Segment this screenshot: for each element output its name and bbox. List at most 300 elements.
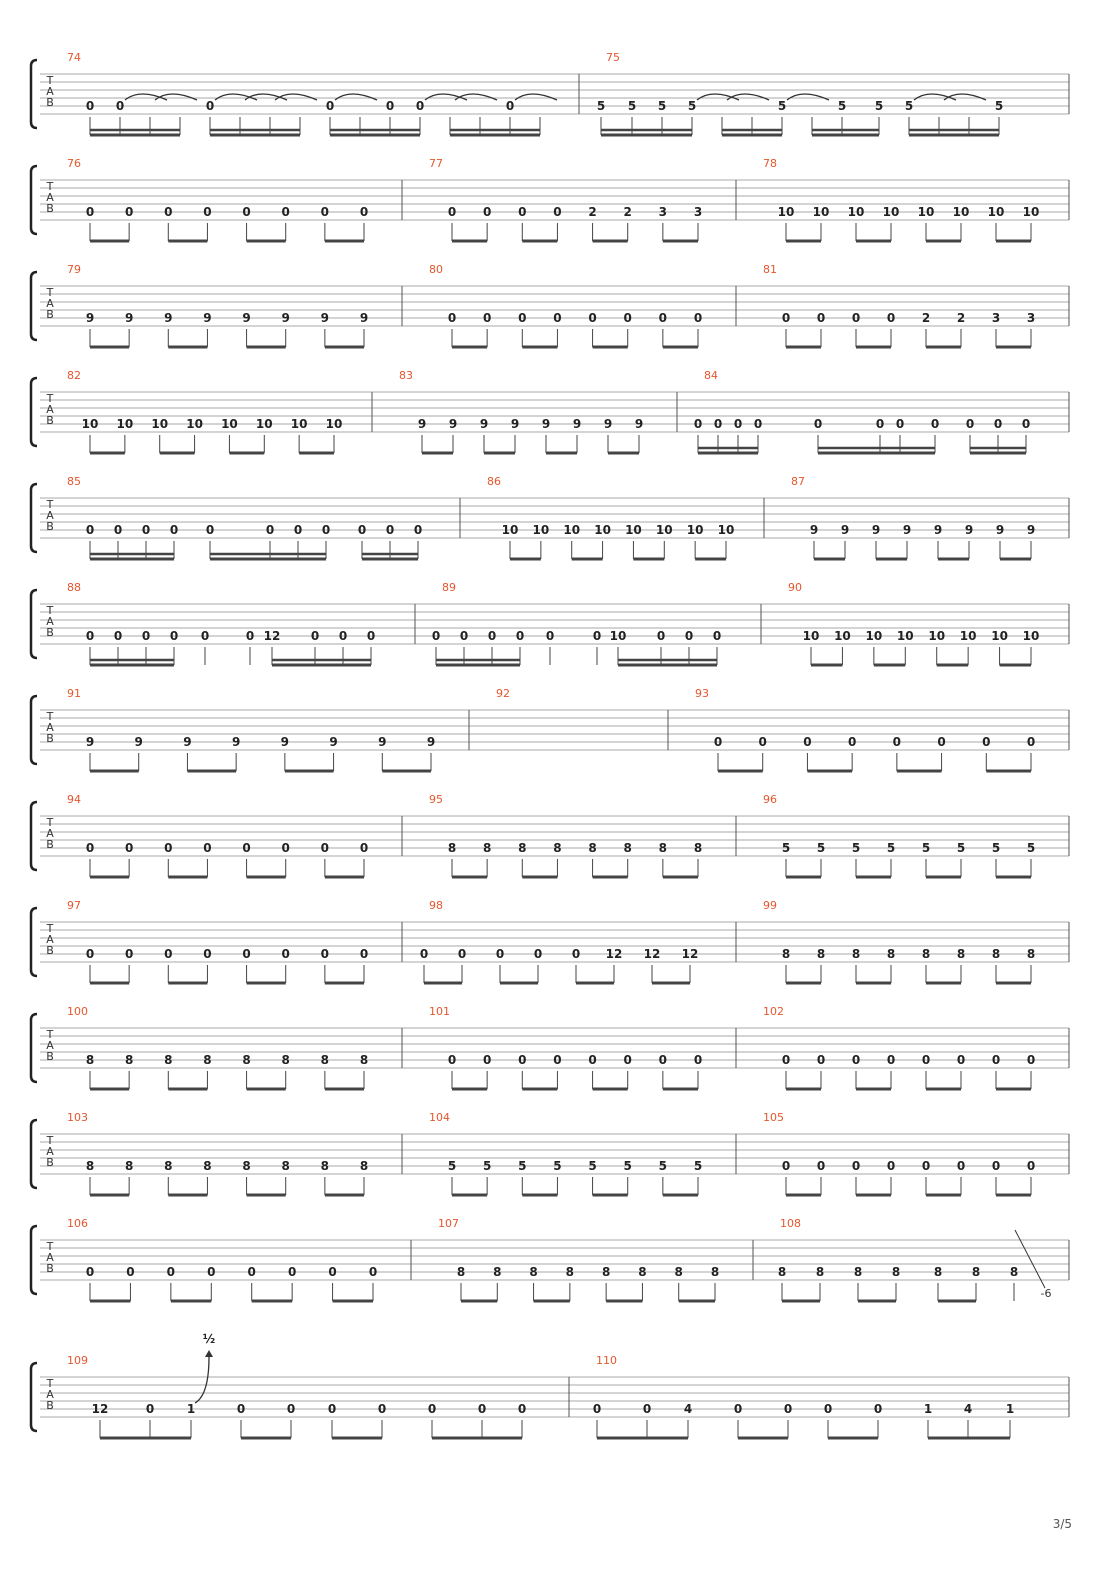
fret-number: 0 <box>851 1053 861 1067</box>
fret-number: 0 <box>281 841 290 855</box>
bar-number: 76 <box>67 157 81 170</box>
fret-number: 8 <box>956 947 966 961</box>
fret-number: 12 <box>681 947 699 961</box>
tab-clef-letter: B <box>46 838 54 851</box>
fret-number: 0 <box>656 629 666 643</box>
fret-number: 9 <box>417 417 427 431</box>
fret-number: 9 <box>902 523 912 537</box>
bar-number: 85 <box>67 475 81 488</box>
tab-system <box>31 581 1069 665</box>
fret-number: 2 <box>588 205 597 219</box>
bar-number: 90 <box>788 581 802 594</box>
fret-number: 0 <box>85 841 95 855</box>
fret-number: 0 <box>886 1053 896 1067</box>
fret-number: 0 <box>816 1159 826 1173</box>
fret-number: 8 <box>493 1265 502 1279</box>
fret-number: 8 <box>529 1265 538 1279</box>
fret-number: 8 <box>242 1159 251 1173</box>
fret-number: 0 <box>991 1053 1001 1067</box>
fret-number: 0 <box>515 629 525 643</box>
fret-number: 0 <box>431 629 441 643</box>
tab-system <box>31 1005 1069 1089</box>
fret-number: 9 <box>1026 523 1036 537</box>
tab-system <box>31 687 1069 771</box>
fret-number: 5 <box>837 99 847 113</box>
tab-clef-letter: T <box>46 710 54 723</box>
fret-number: 0 <box>505 99 515 113</box>
fret-number: 0 <box>85 523 95 537</box>
fret-number: 0 <box>553 205 562 219</box>
fret-number: 8 <box>933 1265 943 1279</box>
fret-number: 0 <box>447 1053 457 1067</box>
fret-number: 0 <box>588 1053 597 1067</box>
fret-number: 8 <box>601 1265 611 1279</box>
bar-number: 96 <box>763 793 777 806</box>
fret-number: 10 <box>532 523 550 537</box>
fret-number: 9 <box>572 417 582 431</box>
fret-number: 3 <box>1026 311 1036 325</box>
bar-number: 102 <box>763 1005 784 1018</box>
fret-number: 0 <box>965 417 975 431</box>
fret-number: 5 <box>588 1159 597 1173</box>
fret-number: 2 <box>921 311 931 325</box>
bar-number: 89 <box>442 581 456 594</box>
fret-number: 5 <box>482 1159 492 1173</box>
fret-number: 0 <box>873 1402 883 1416</box>
fret-number: 8 <box>482 841 492 855</box>
fret-number: 0 <box>921 1159 931 1173</box>
fret-number: 0 <box>85 629 95 643</box>
fret-number: 0 <box>377 1402 387 1416</box>
fret-number: 0 <box>413 523 423 537</box>
slide-line <box>1015 1230 1045 1288</box>
system-bracket <box>31 378 37 446</box>
fret-number: 8 <box>1009 1265 1019 1279</box>
fret-number: 3 <box>693 205 703 219</box>
fret-number: 0 <box>247 1265 256 1279</box>
fret-number: 0 <box>487 629 497 643</box>
fret-number: 8 <box>853 1265 863 1279</box>
fret-number: 10 <box>865 629 883 643</box>
fret-number: 9 <box>164 311 173 325</box>
bar-number: 83 <box>399 369 413 382</box>
fret-number: 8 <box>816 947 826 961</box>
fret-number: 9 <box>183 735 192 749</box>
fret-number: 0 <box>886 1159 896 1173</box>
tab-clef-letter: A <box>46 297 54 310</box>
fret-number: 0 <box>993 417 1003 431</box>
fret-number: 8 <box>921 947 931 961</box>
fret-number: 8 <box>777 1265 787 1279</box>
tab-clef-letter: T <box>46 604 54 617</box>
fret-number: 8 <box>124 1159 134 1173</box>
fret-number: 10 <box>594 523 611 537</box>
tab-system <box>31 263 1069 347</box>
fret-number: 9 <box>995 523 1005 537</box>
fret-number: 0 <box>1026 1159 1036 1173</box>
fret-number: 0 <box>205 523 215 537</box>
bend-arrow-head <box>205 1350 213 1357</box>
fret-number: 0 <box>1026 1053 1036 1067</box>
tie-arc <box>335 94 377 100</box>
fret-number: 5 <box>956 841 966 855</box>
tab-system <box>31 1217 1069 1301</box>
tie-arc <box>787 94 829 100</box>
fret-number: 10 <box>834 629 851 643</box>
fret-number: 0 <box>320 205 330 219</box>
fret-number: 10 <box>987 205 1005 219</box>
fret-number: 0 <box>482 205 492 219</box>
fret-number: 5 <box>687 99 697 113</box>
fret-number: 0 <box>592 1402 602 1416</box>
tie-arc <box>515 94 557 100</box>
bar-number: 88 <box>67 581 81 594</box>
fret-number: 10 <box>777 205 795 219</box>
fret-number: 5 <box>816 841 826 855</box>
fret-number: 8 <box>281 1053 290 1067</box>
fret-number: 4 <box>963 1402 973 1416</box>
tab-clef-letter: A <box>46 827 54 840</box>
fret-number: 5 <box>991 841 1001 855</box>
fret-number: 10 <box>563 523 581 537</box>
fret-number: 8 <box>674 1265 683 1279</box>
fret-number: 10 <box>928 629 946 643</box>
fret-number: 0 <box>166 1265 176 1279</box>
fret-number: 5 <box>447 1159 457 1173</box>
fret-number: 0 <box>733 1402 743 1416</box>
fret-number: 8 <box>85 1053 95 1067</box>
tab-clef-letter: B <box>46 96 54 109</box>
tab-clef-letter: B <box>46 308 54 321</box>
fret-number: 9 <box>124 311 134 325</box>
fret-number: 0 <box>847 735 857 749</box>
fret-number: 8 <box>815 1265 825 1279</box>
fret-number: 0 <box>930 417 940 431</box>
tab-clef-letter: T <box>46 1240 54 1253</box>
bar-number: 100 <box>67 1005 88 1018</box>
tab-clef-letter: A <box>46 933 54 946</box>
bar-number: 84 <box>704 369 718 382</box>
fret-number: 0 <box>693 311 703 325</box>
fret-number: 0 <box>287 1265 297 1279</box>
fret-number: 0 <box>366 629 376 643</box>
fret-number: 8 <box>693 841 703 855</box>
fret-number: 9 <box>329 735 338 749</box>
fret-number: 0 <box>495 947 505 961</box>
fret-number: 0 <box>477 1402 487 1416</box>
fret-number: 5 <box>874 99 884 113</box>
fret-number: 0 <box>956 1053 966 1067</box>
fret-number: 0 <box>886 311 896 325</box>
fret-number: 9 <box>231 735 241 749</box>
fret-number: 0 <box>781 1159 791 1173</box>
bend-arrow <box>195 1357 209 1403</box>
fret-number: 0 <box>816 1053 826 1067</box>
fret-number: 0 <box>169 523 179 537</box>
fret-number: 0 <box>658 311 668 325</box>
fret-number: 5 <box>693 1159 703 1173</box>
fret-number: 0 <box>753 417 763 431</box>
fret-number: 0 <box>200 629 210 643</box>
fret-number: 9 <box>242 311 251 325</box>
fret-number: 1 <box>1005 1402 1015 1416</box>
fret-number: 8 <box>781 947 791 961</box>
fret-number: 10 <box>625 523 642 537</box>
fret-number: 8 <box>565 1265 575 1279</box>
fret-number: 10 <box>812 205 830 219</box>
fret-number: 9 <box>85 735 95 749</box>
tab-clef-letter: T <box>46 1377 54 1390</box>
fret-number: 0 <box>803 735 812 749</box>
fret-number: 0 <box>781 1053 791 1067</box>
fret-number: 0 <box>733 417 743 431</box>
fret-number: 0 <box>85 205 95 219</box>
fret-number: 9 <box>85 311 95 325</box>
fret-number: 12 <box>643 947 661 961</box>
fret-number: 5 <box>994 99 1004 113</box>
tab-clef-letter: B <box>46 414 54 427</box>
fret-number: 10 <box>655 523 673 537</box>
tab-clef-letter: T <box>46 922 54 935</box>
fret-number: 0 <box>85 1265 95 1279</box>
fret-number: 0 <box>482 1053 492 1067</box>
fret-number: 10 <box>81 417 99 431</box>
bar-number: 108 <box>780 1217 801 1230</box>
fret-number: 0 <box>427 1402 437 1416</box>
system-bracket <box>31 272 37 340</box>
fret-number: 0 <box>293 523 303 537</box>
fret-number: 10 <box>1022 629 1040 643</box>
fret-number: 9 <box>378 735 387 749</box>
tab-system <box>31 369 1069 453</box>
fret-number: 0 <box>385 523 395 537</box>
bar-number: 80 <box>429 263 443 276</box>
fret-number: 10 <box>186 417 203 431</box>
tab-clef-letter: B <box>46 1262 54 1275</box>
fret-number: 0 <box>124 205 134 219</box>
fret-number: 8 <box>623 841 632 855</box>
fret-number: 0 <box>712 629 722 643</box>
fret-number: 0 <box>236 1402 246 1416</box>
fret-number: 9 <box>426 735 436 749</box>
system-bracket <box>31 802 37 870</box>
fret-number: 8 <box>456 1265 466 1279</box>
tab-system <box>31 1354 1069 1438</box>
fret-number: 8 <box>85 1159 95 1173</box>
fret-number: 4 <box>683 1402 693 1416</box>
fret-number: 8 <box>203 1053 212 1067</box>
bar-number: 82 <box>67 369 81 382</box>
fret-number: 10 <box>847 205 865 219</box>
tab-clef-letter: T <box>46 74 54 87</box>
fret-number: 0 <box>482 311 492 325</box>
fret-number: 0 <box>956 1159 966 1173</box>
fret-number: 8 <box>320 1053 330 1067</box>
fret-number: 5 <box>518 1159 527 1173</box>
fret-number: 8 <box>971 1265 981 1279</box>
tab-clef-letter: T <box>46 498 54 511</box>
fret-number: 10 <box>290 417 308 431</box>
fret-number: 0 <box>447 205 457 219</box>
fret-number: 0 <box>823 1402 833 1416</box>
bar-number: 110 <box>596 1354 617 1367</box>
fret-number: 0 <box>459 629 469 643</box>
fret-number: 0 <box>242 947 251 961</box>
fret-number: 0 <box>281 947 290 961</box>
fret-number: 0 <box>164 841 173 855</box>
fret-number: 0 <box>518 205 527 219</box>
fret-number: 3 <box>991 311 1001 325</box>
fret-number: 0 <box>937 735 946 749</box>
fret-number: 9 <box>320 311 330 325</box>
fret-number: 8 <box>164 1053 173 1067</box>
fret-number: 5 <box>658 1159 668 1173</box>
fret-number: 9 <box>603 417 613 431</box>
fret-number: 9 <box>203 311 212 325</box>
fret-number: 0 <box>126 1265 135 1279</box>
fret-number: 0 <box>203 947 212 961</box>
fret-number: 0 <box>325 99 335 113</box>
fret-number: 0 <box>357 523 367 537</box>
fret-number: 12 <box>263 629 281 643</box>
fret-number: 9 <box>933 523 943 537</box>
fret-number: 0 <box>623 1053 632 1067</box>
fret-number: 0 <box>693 1053 703 1067</box>
tab-clef-letter: B <box>46 1050 54 1063</box>
tab-system <box>31 899 1069 983</box>
fret-number: 0 <box>783 1402 793 1416</box>
fret-number: 0 <box>164 947 173 961</box>
fret-number: 8 <box>991 947 1001 961</box>
fret-number: 0 <box>713 417 723 431</box>
bar-number: 77 <box>429 157 443 170</box>
bar-number: 93 <box>695 687 709 700</box>
tab-system <box>31 157 1069 241</box>
page-number: 3/5 <box>1052 1517 1072 1531</box>
bar-number: 91 <box>67 687 81 700</box>
fret-number: 8 <box>851 947 861 961</box>
fret-number: 0 <box>113 523 123 537</box>
fret-number: 8 <box>518 841 527 855</box>
fret-number: 8 <box>553 841 562 855</box>
bar-number: 104 <box>429 1111 450 1124</box>
fret-number: 5 <box>596 99 606 113</box>
fret-number: 9 <box>280 735 290 749</box>
fret-number: 0 <box>164 205 173 219</box>
fret-number: 0 <box>321 523 331 537</box>
bar-number: 107 <box>438 1217 459 1230</box>
slide-label: -6 <box>1040 1287 1052 1300</box>
fret-number: 8 <box>281 1159 290 1173</box>
fret-number: 0 <box>533 947 543 961</box>
fret-number: 0 <box>245 629 255 643</box>
fret-number: 8 <box>886 947 896 961</box>
fret-number: 0 <box>113 629 123 643</box>
tab-clef-letter: A <box>46 721 54 734</box>
tab-system <box>31 475 1069 559</box>
fret-number: 10 <box>802 629 820 643</box>
fret-number: 0 <box>684 629 694 643</box>
tab-clef-letter: B <box>46 520 54 533</box>
fret-number: 9 <box>134 735 143 749</box>
tab-clef-letter: B <box>46 626 54 639</box>
fret-number: 5 <box>1026 841 1036 855</box>
fret-number: 0 <box>310 629 320 643</box>
fret-number: 8 <box>124 1053 134 1067</box>
fret-number: 5 <box>623 1159 632 1173</box>
tab-clef-letter: B <box>46 732 54 745</box>
fret-number: 0 <box>553 311 562 325</box>
fret-number: 10 <box>325 417 343 431</box>
fret-number: 0 <box>124 947 134 961</box>
fret-number: 5 <box>921 841 931 855</box>
tab-clef-letter: T <box>46 1028 54 1041</box>
fret-number: 10 <box>116 417 134 431</box>
bar-number: 87 <box>791 475 805 488</box>
fret-number: 0 <box>320 841 330 855</box>
tab-clef-letter: A <box>46 615 54 628</box>
bend-label: ½ <box>202 1332 216 1346</box>
system-bracket <box>31 1363 37 1431</box>
fret-number: 0 <box>713 735 723 749</box>
fret-number: 9 <box>359 311 369 325</box>
tab-system <box>31 51 1069 135</box>
fret-number: 0 <box>781 311 791 325</box>
fret-number: 0 <box>286 1402 296 1416</box>
fret-number: 0 <box>517 1402 527 1416</box>
tab-clef-letter: T <box>46 286 54 299</box>
fret-number: 0 <box>447 311 457 325</box>
fret-number: 0 <box>115 99 125 113</box>
fret-number: 0 <box>658 1053 668 1067</box>
fret-number: 10 <box>917 205 935 219</box>
fret-number: 0 <box>623 311 632 325</box>
fret-number: 8 <box>638 1265 647 1279</box>
bar-number: 98 <box>429 899 443 912</box>
bar-number: 79 <box>67 263 81 276</box>
fret-number: 0 <box>982 735 991 749</box>
tab-clef-letter: T <box>46 816 54 829</box>
bar-number: 92 <box>496 687 510 700</box>
fret-number: 1 <box>186 1402 196 1416</box>
fret-number: 8 <box>1026 947 1036 961</box>
fret-number: 0 <box>518 1053 527 1067</box>
fret-number: 10 <box>896 629 914 643</box>
fret-number: 0 <box>518 311 527 325</box>
fret-number: 0 <box>141 523 151 537</box>
fret-number: 0 <box>145 1402 155 1416</box>
fret-number: 5 <box>781 841 791 855</box>
fret-number: 8 <box>320 1159 330 1173</box>
fret-number: 0 <box>1026 735 1036 749</box>
fret-number: 0 <box>169 629 179 643</box>
fret-number: 10 <box>717 523 735 537</box>
system-bracket <box>31 484 37 552</box>
fret-number: 0 <box>265 523 275 537</box>
bar-number: 106 <box>67 1217 88 1230</box>
fret-number: 5 <box>886 841 896 855</box>
fret-number: 10 <box>686 523 704 537</box>
system-bracket <box>31 60 37 128</box>
system-bracket <box>31 1014 37 1082</box>
fret-number: 0 <box>816 311 826 325</box>
fret-number: 8 <box>447 841 457 855</box>
tab-clef-letter: T <box>46 1134 54 1147</box>
fret-number: 5 <box>657 99 667 113</box>
tab-clef-letter: A <box>46 191 54 204</box>
fret-number: 8 <box>710 1265 720 1279</box>
fret-number: 0 <box>85 947 95 961</box>
